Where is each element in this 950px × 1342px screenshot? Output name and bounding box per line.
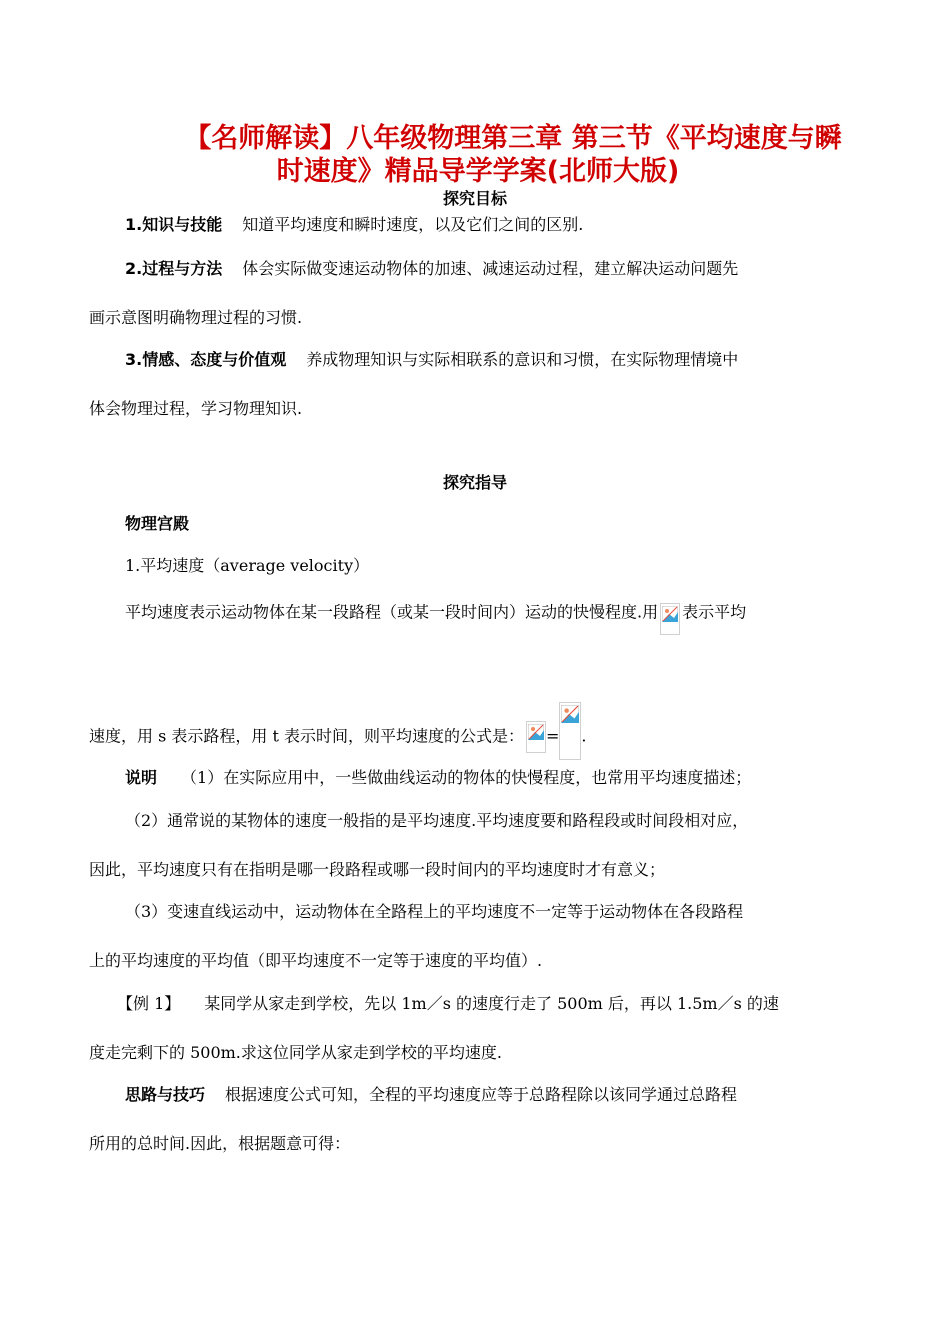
title-line-2: 时速度》精品导学学案(北师大版) — [276, 156, 680, 187]
goal-1 — [125, 214, 900, 236]
method-paragraph — [125, 1084, 900, 1106]
section-heading-guide: 探究指导 — [442, 473, 507, 492]
goal-3-text: 养成物理知识与实际相联系的意识和习惯，在实际物理情境中 — [306, 350, 739, 369]
paragraph-1-text-b: 速度，用 s 表示路程，用 t 表示时间，则平均速度的公式是： — [89, 726, 524, 746]
section-heading-goals: 探究目标 — [442, 189, 507, 208]
subheading-physics-palace: 物理宫殿 — [125, 514, 190, 533]
paragraph-1-text-a-end: 表示平均 — [682, 602, 747, 622]
goal-2-text: 体会实际做变速运动物体的加速、减速运动过程，建立解决运动问题先 — [242, 259, 739, 278]
note-3-continued: 上的平均速度的平均值（即平均速度不一定等于速度的平均值）. — [89, 951, 543, 970]
velocity-symbol-image-icon — [660, 603, 680, 635]
method-label: 思路与技巧 — [125, 1085, 206, 1104]
example-1-label: 【例 1】 — [117, 994, 181, 1013]
method-text: 根据速度公式可知，全程的平均速度应等于总路程除以该同学通过总路程 — [225, 1085, 738, 1104]
goal-1-label: 1.知识与技能 — [125, 215, 223, 234]
paragraph-1-line-1 — [125, 597, 900, 629]
formula-v-image-icon — [526, 721, 546, 753]
method-continued: 所用的总时间.因此，根据题意可得： — [89, 1134, 351, 1153]
title-line-1: 【名师解读】八年级物理第三章 第三节《平均速度与瞬 — [184, 123, 842, 154]
goal-2-label: 2.过程与方法 — [125, 259, 223, 278]
note-1 — [125, 767, 900, 789]
example-1-text: 某同学从家走到学校，先以 1m／s 的速度行走了 500m 后，再以 1.5m／s 的速 — [204, 994, 779, 1013]
formula-fraction-image-icon — [559, 702, 581, 760]
goal-3-continued: 体会物理过程，学习物理知识. — [89, 399, 303, 418]
note-2: （2）通常说的某物体的速度一般指的是平均速度.平均速度要和路程段或时间段相对应， — [125, 811, 749, 830]
document-title — [100, 122, 900, 188]
goal-1-text: 知道平均速度和瞬时速度，以及它们之间的区别. — [242, 215, 584, 234]
goal-3 — [125, 349, 900, 371]
item-1-title: 1.平均速度（average velocity） — [125, 556, 370, 575]
paragraph-1-text-a: 平均速度表示运动物体在某一段路程（或某一段时间内）运动的快慢程度.用 — [125, 602, 659, 622]
example-1 — [117, 993, 892, 1015]
goal-2-continued: 画示意图明确物理过程的习惯. — [89, 308, 303, 327]
formula-equals: = — [546, 726, 560, 746]
formula-end: . — [581, 726, 587, 746]
note-3: （3）变速直线运动中，运动物体在全路程上的平均速度不一定等于运动物体在各段路程 — [125, 902, 744, 921]
note-label: 说明 — [125, 768, 158, 787]
example-1-continued: 度走完剩下的 500m.求这位同学从家走到学校的平均速度. — [89, 1043, 502, 1062]
paragraph-1-line-2 — [89, 708, 864, 766]
note-1-text: （1）在实际应用中，一些做曲线运动的物体的快慢程度，也常用平均速度描述； — [181, 768, 752, 787]
goal-3-label: 3.情感、态度与价值观 — [125, 350, 287, 369]
note-2-continued: 因此，平均速度只有在指明是哪一段路程或哪一段时间内的平均速度时才有意义； — [89, 860, 666, 879]
goal-2 — [125, 258, 900, 280]
